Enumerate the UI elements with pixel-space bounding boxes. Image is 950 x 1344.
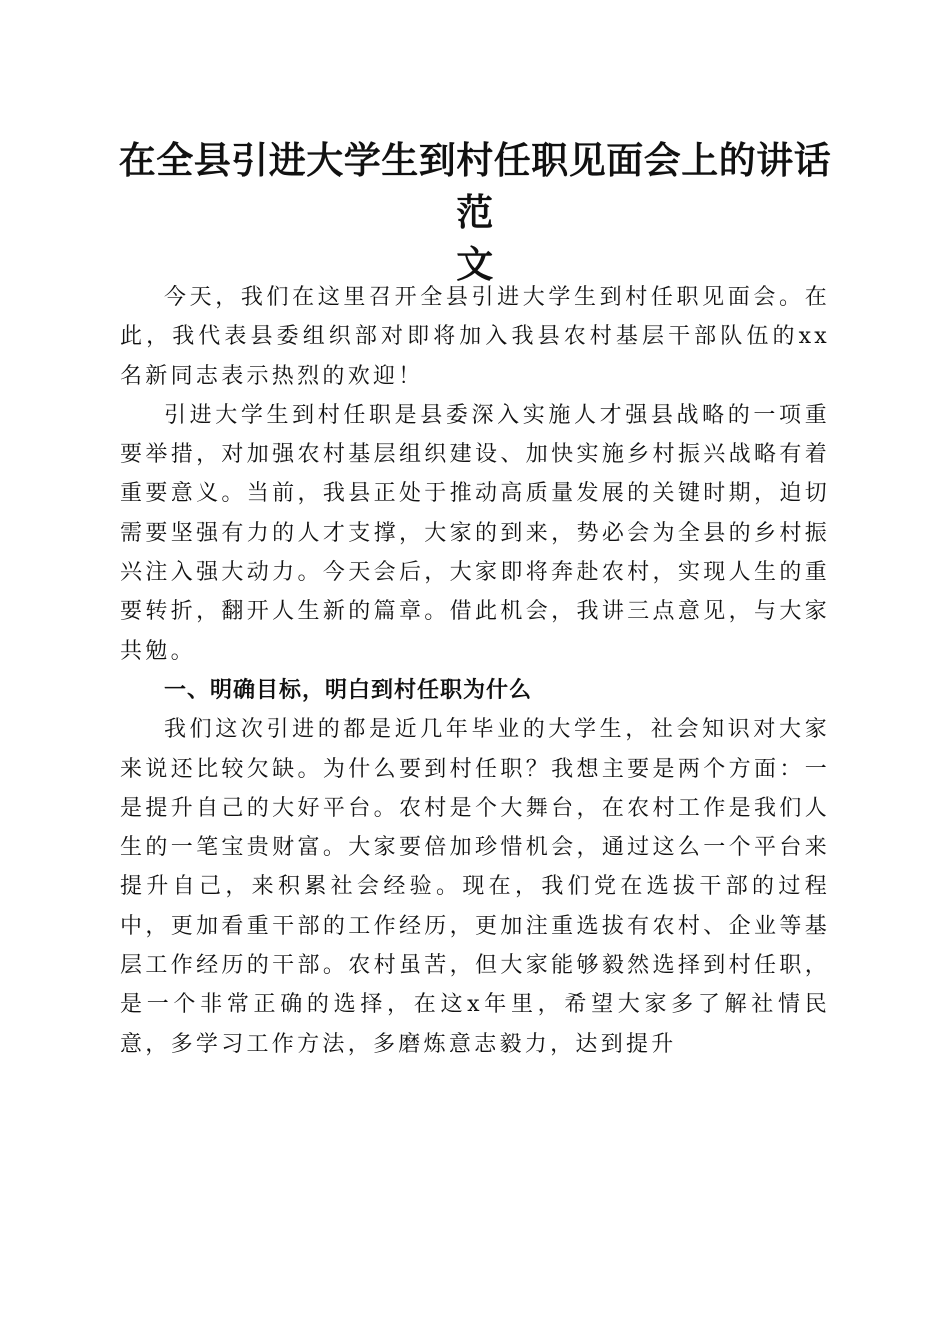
document-title	[110, 134, 840, 290]
title-line-1: 在全县引进大学生到村任职见面会上的讲话范	[118, 138, 832, 234]
paragraph-welcome: 今天，我们在这里召开全县引进大学生到村任职见面会。在此，我代表县委组织部对即将加入我县农村基层干部队伍的xx名新同志表示热烈的欢迎！	[120, 285, 830, 389]
paragraph-significance: 引进大学生到村任职是县委深入实施人才强县战略的一项重要举措，对加强农村基层组织建设、加快实施乡村振兴战略有着重要意义。当前，我县正处于推动高质量发展的关键时期，迫切需要坚强有力的人才支撑，大家的到来，势必会为全县的乡村振兴注入强大动力。今天会后，大家即将奔赴农村，实现人生的重要转折，翻开人生新的篇章。借此机会，我讲三点意见，与大家共勉。	[120, 402, 830, 664]
document-body	[120, 278, 830, 1064]
title-line-2: 文	[456, 242, 494, 286]
section-heading-1: 一、明确目标，明白到村任职为什么	[164, 677, 533, 703]
paragraph-section-1: 我们这次引进的都是近几年毕业的大学生，社会知识对大家来说还比较欠缺。为什么要到村任职？我想主要是两个方面：一是提升自己的大好平台。农村是个大舞台，在农村工作是我们人生的一笔宝贵财富。大家要倍加珍惜机会，通过这么一个平台来提升自己，来积累社会经验。现在，我们党在选拔干部的过程中，更加看重干部的工作经历，更加注重选拔有农村、企业等基层工作经历的干部。农村虽苦，但大家能够毅然选择到村任职，是一个非常正确的选择，在这x年里，希望大家多了解社情民意，多学习工作方法，多磨炼意志毅力，达到提升	[120, 717, 830, 1057]
